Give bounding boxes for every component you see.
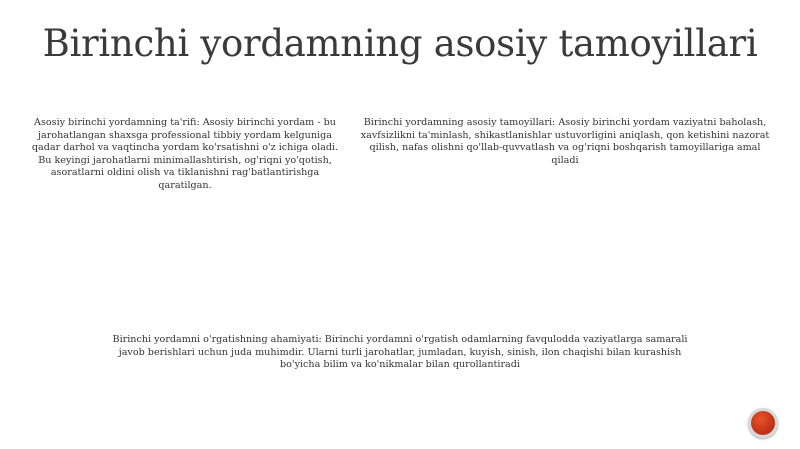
next-slide-icon [751, 411, 775, 435]
next-slide-button[interactable] [748, 408, 778, 438]
slide-title: Birinchi yordamning asosiy tamoyillari [42, 22, 758, 65]
text-block-principles: Birinchi yordamning asosiy tamoyillari: Asosiy birinchi yordam vaziyatni baholash, xavfsizlikni ta'minlash, shikastlanishlar ustuvorligini aniqlash, qon ketishini nazorat qilish, nafas olishni qo'llab-quvvatlash va og'riqni boshqarish tamoyillariga amal qiladi [360, 117, 770, 166]
text-block-definition: Asosiy birinchi yordamning ta'rifi: Asosiy birinchi yordam - bu jarohatlangan shaxsga professional tibbiy yordam kelguniga qadar darhol va vaqtincha yordam ko'rsatishni o'z ichiga oladi. Bu keyingi jarohatlarni minimallashtirish, og'riqni yo'qotish, asoratlarni oldini olish va tiklanishni rag'batlantirishga qaratilgan. [31, 117, 339, 191]
text-block-importance: Birinchi yordamni o'rgatishning ahamiyati: Birinchi yordamni o'rgatish odamlarning favqulodda vaziyatlarga samarali javob berishlari uchun juda muhimdir. Ularni turli jarohatlar, jumladan, kuyish, sinish, ilon chaqishi bilan kurashish bo'yicha bilim va ko'nikmalar bilan qurollantiradi [112, 334, 688, 370]
